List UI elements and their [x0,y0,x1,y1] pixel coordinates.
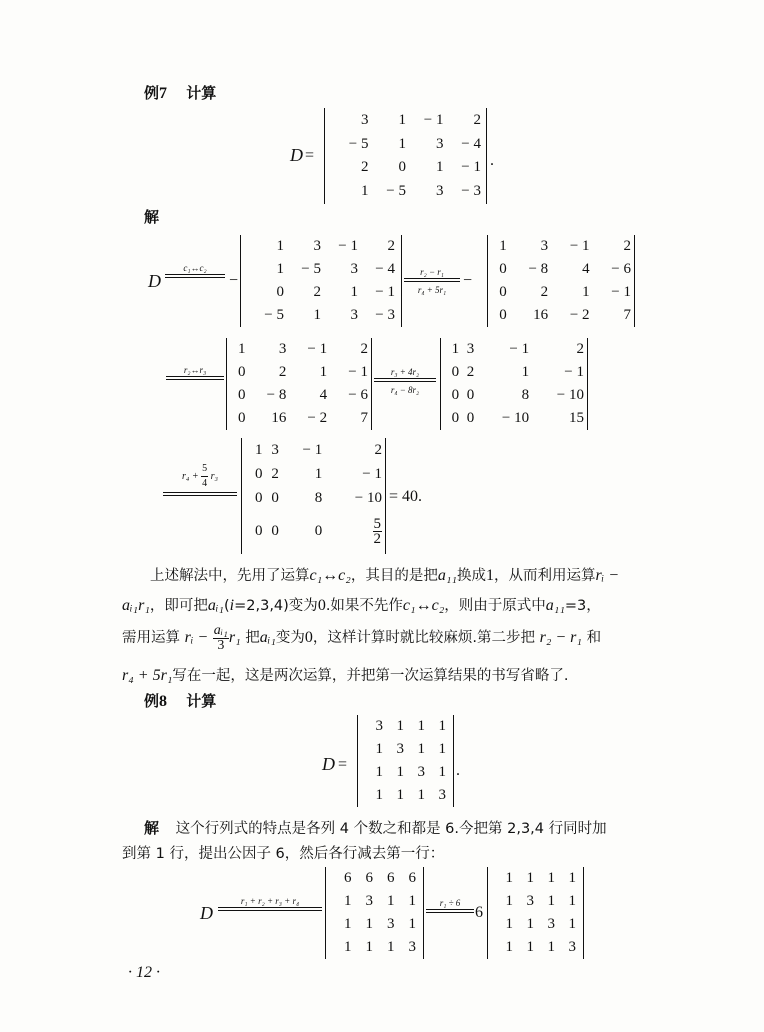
op-bot-text: r₄ + 5r₁ [417,285,447,295]
matrix-row [230,384,368,407]
solution-8-line-2 [122,838,722,870]
text: 上述解法中，先用了运算 [150,568,310,584]
op-bot-text: r₄ − 8r₂ [390,385,420,395]
matrix-cell: 3 [365,893,373,909]
matrix-row [230,338,368,361]
matrix-cell: 2 [623,238,631,254]
op-equals-line [426,909,474,913]
matrix-cell: 0 [499,307,507,323]
math: c₁↔c₂ [309,567,351,584]
matrix-cell: 0 [254,465,263,482]
sol7-det-2 [487,235,635,327]
text: 变为 [275,630,305,646]
matrix-cell: − 1 [461,159,481,176]
matrix-cell: 1 [375,741,383,757]
matrix-cell: 1 [505,939,513,955]
matrix-cell: − 8 [528,261,549,277]
matrix-cell: 2 [278,364,287,380]
matrix-cell: − 1 [423,112,444,129]
matrix-cell: 3 [396,741,404,757]
text: 这个行列式的特点是各列 4 个数之和都是 6.今把第 2,3,4 行同时加 [175,821,607,837]
matrix-cell: 2 [387,238,395,254]
matrix-row [444,361,584,384]
matrix-cell: 1 [396,764,404,780]
matrix-row [491,235,631,258]
matrix-cell: 6 [387,870,395,886]
equals-sign: = [305,147,315,164]
page-number: · 12 · [128,964,160,981]
example-label: 例 [144,84,160,102]
matrix-cell: 3 [375,718,383,734]
math: r₄ + 5r₁ [122,667,173,684]
matrix-cell: 1 [582,284,590,300]
matrix-cell: 0 [451,364,460,380]
explanation-line-2 [122,590,722,622]
matrix-cell: − 2 [307,410,328,426]
op-c1-c2-text: c₁↔c₂ [183,263,207,273]
matrix-cell: 0 [451,410,460,426]
matrix-cell: 1 [526,916,534,932]
op-r-sum [218,896,322,911]
explanation-line-4 [122,660,722,692]
matrix-cell: 4 [319,387,328,403]
op-top-text: r₃ + 4r₂ [390,367,420,377]
text: =3， [564,598,601,614]
solution-label: 解 [144,819,160,837]
matrix-cell: 3 [408,939,416,955]
matrix-row [246,438,382,462]
matrix-row [247,235,395,258]
matrix-row [246,510,382,552]
example-8-heading [144,690,216,711]
matrix-cell: − 1 [302,441,323,458]
matrix-cell: 1 [387,893,395,909]
matrix-cell: 3 [547,916,555,932]
math: 0 [317,597,326,614]
matrix-cell: 2 [576,341,584,357]
sol7-det-5 [241,438,386,554]
matrix-row [491,281,631,304]
matrix-row [246,462,382,486]
matrix-cell: 6 [408,870,416,886]
matrix-row [362,738,446,761]
matrix-cell: 2 [473,112,481,129]
text: ，即可把 [149,598,208,614]
matrix-row [444,338,584,361]
matrix-cell: 1 [521,364,530,380]
matrix-cell-fraction [322,510,382,552]
matrix-cell: 2 [361,159,369,176]
inline-fraction [213,624,229,653]
math: a₁₁ [545,597,565,614]
matrix-cell: 1 [436,159,444,176]
matrix-cell: 1 [375,787,383,803]
minus-sign: − [229,272,239,289]
sol8-det-2 [487,867,584,959]
text: 把 [245,630,260,646]
matrix-cell: 1 [365,939,373,955]
matrix-cell: 0 [451,387,460,403]
matrix-cell: 1 [438,764,446,780]
matrix-row [444,407,584,430]
matrix-row [330,936,416,959]
matrix-cell: − 3 [375,307,395,323]
matrix-cell: − 10 [501,410,530,426]
frac-den: 3 [217,637,225,653]
matrix-cell: 0 [466,410,475,426]
matrix-row [330,890,416,913]
matrix-row [362,761,446,784]
example-number: 8 [159,693,168,710]
matrix-cell: 7 [623,307,631,323]
matrix-cell: − 1 [509,341,530,357]
matrix-cell: 2 [540,284,549,300]
matrix-cell: 1 [344,916,352,932]
matrix-cell: 0 [499,284,507,300]
matrix-cell: 1 [276,261,284,277]
matrix-cell: 1 [396,787,404,803]
matrix-cell: − 6 [611,261,631,277]
matrix-cell: 1 [568,916,576,932]
matrix-row [230,407,368,430]
math: c₁↔c₂ [402,597,445,614]
matrix-cell: 1 [505,870,513,886]
op-top-text: r₂ − r₁ [420,267,444,277]
matrix-row [491,304,631,327]
matrix-cell: 0 [276,284,284,300]
math: a₁₁ [437,567,457,584]
matrix-cell: 0 [271,522,279,539]
period: . [456,762,460,779]
matrix-cell: 1 [398,112,406,129]
text: 写在一起，这是两次运算，并把第一次运算结果的书写省略了. [172,668,569,684]
example-word: 计算 [186,84,217,102]
period: . [490,152,494,169]
ex8-determinant [357,715,454,807]
matrix-row [247,258,395,281]
matrix-cell: 3 [278,341,287,357]
matrix-cell: 2 [360,341,368,357]
matrix-cell: − 1 [307,341,328,357]
matrix-cell: − 1 [611,284,631,300]
matrix-cell: 1 [387,939,395,955]
matrix-cell: − 8 [266,387,287,403]
example-7-heading [144,82,216,103]
matrix-cell: 16 [271,410,287,426]
math: aᵢ₁ [207,597,224,614]
matrix-row [492,867,576,890]
matrix-cell: − 2 [569,307,590,323]
matrix-cell: − 1 [375,284,395,300]
op-fraction [201,462,208,491]
matrix-cell: 1 [438,718,446,734]
matrix-cell: 0 [314,522,323,539]
matrix-cell: 3 [350,261,358,277]
op-equals-line [165,274,225,278]
matrix-cell: 3 [436,135,444,152]
matrix-cell: 1 [398,135,406,152]
matrix-cell: 1 [319,364,328,380]
text: ，其目的是把 [350,568,438,584]
matrix-row [491,258,631,281]
op-r4-frac [163,462,237,496]
sol7-det-1 [240,235,402,327]
math: aᵢ₁r₁ [122,597,150,614]
matrix-cell: 2 [466,364,475,380]
matrix-cell: − 5 [348,135,369,152]
matrix-cell: 1 [417,718,425,734]
matrix-cell: 1 [568,893,576,909]
sol7-det-3 [226,338,372,430]
matrix-cell: − 5 [386,182,406,199]
matrix-cell: 1 [526,939,534,955]
math: rᵢ − [184,629,209,646]
matrix-cell: 3 [466,341,475,357]
op-c1-c2 [165,263,225,278]
text: 和 [586,630,602,646]
text: .如果不先作 [325,598,403,614]
matrix-cell: − 10 [556,387,584,403]
matrix-row [444,384,584,407]
text: =2,3,4)变为 [234,598,318,614]
math: r₂ − r₁ [539,629,582,646]
sol8-D: D [200,903,213,923]
matrix-cell: 1 [375,764,383,780]
matrix-cell: 0 [238,387,246,403]
example-word: 计算 [186,692,217,710]
matrix-cell: − 5 [301,261,321,277]
frac-num: 5 [373,515,381,532]
text: 到第 1 行，提出公因子 6，然后各行减去第一行： [122,846,445,862]
frac-num: aᵢ₁ [213,622,228,638]
matrix-row [330,913,416,936]
matrix-cell: 1 [568,870,576,886]
matrix-cell: 3 [313,238,321,254]
ex7-determinant [324,108,487,204]
solution-7-label: 解 [144,208,160,226]
matrix-cell: 1 [505,893,513,909]
matrix-cell: 15 [569,410,584,426]
matrix-cell: 3 [568,939,576,955]
matrix-cell: 1 [254,441,263,458]
math: r₁ [228,629,241,646]
op-equals-line [218,907,322,911]
matrix-cell: − 1 [564,364,584,380]
matrix-cell: 1 [526,870,534,886]
matrix-cell: 3 [387,916,395,932]
matrix-cell: 1 [417,787,425,803]
matrix-row [330,867,416,890]
text: ，则由于原式中 [444,598,546,614]
matrix-cell: 0 [254,489,263,506]
matrix-cell: − 5 [264,307,284,323]
matrix-cell: − 10 [354,489,382,506]
matrix-cell: 0 [238,410,246,426]
matrix-cell: 1 [344,893,352,909]
text: ( [223,598,230,614]
matrix-cell: 3 [350,307,358,323]
minus-sign: − [463,272,473,289]
matrix-row [331,109,481,133]
op-top-text: r₁ + r₂ + r₃ + r₄ [240,896,300,906]
matrix-cell: 1 [408,916,416,932]
math: aᵢ₁ [259,629,276,646]
op-r2-r3 [166,365,224,380]
matrix-cell: − 4 [461,135,481,152]
matrix-cell: 1 [350,284,358,300]
matrix-cell: 1 [361,182,369,199]
matrix-cell: 1 [547,893,555,909]
matrix-cell: 1 [238,341,246,357]
matrix-cell: 8 [314,489,323,506]
matrix-cell: 1 [438,741,446,757]
text: 换成 [456,568,486,584]
matrix-cell: − 6 [348,387,368,403]
matrix-cell: 0 [499,261,507,277]
matrix-cell: − 3 [461,182,481,199]
sol7-D: D [148,271,161,291]
factor-six: 6 [475,904,483,921]
matrix-cell: 3 [540,238,549,254]
matrix-cell: 4 [582,261,590,277]
matrix-cell: 3 [438,787,446,803]
matrix-cell: − 1 [338,238,358,254]
op-r2-r4 [404,267,460,295]
math: i [229,597,235,614]
matrix-row [331,180,481,204]
matrix-cell: 6 [344,870,352,886]
matrix-cell: 0 [254,522,263,539]
op-equals-line [163,492,237,496]
matrix-cell: 1 [313,307,321,323]
matrix-cell: 3 [361,112,369,129]
matrix-row [331,133,481,157]
frac-den: 4 [202,478,208,489]
matrix-cell: 2 [271,465,279,482]
math: rᵢ − [595,567,620,584]
op-r3-r4 [374,367,436,395]
op-text-left: r₄ + [182,470,199,482]
sol8-det-1 [325,867,424,959]
matrix-cell: − 1 [362,465,382,482]
matrix-cell: − 1 [348,364,368,380]
matrix-row [247,281,395,304]
matrix-row [247,304,395,327]
fraction [373,517,383,546]
text: 需用运算 [122,630,180,646]
sol7-det-4 [440,338,588,430]
matrix-cell: 1 [276,238,284,254]
matrix-row [362,784,446,807]
det-symbol: D [290,145,303,165]
matrix-cell: 2 [374,441,382,458]
matrix-row [230,361,368,384]
op-r1-div [426,898,474,913]
matrix-row [492,936,576,959]
matrix-cell: − 4 [375,261,395,277]
matrix-cell: 2 [313,284,321,300]
op-equals-line [374,378,436,382]
op-equals-line [166,376,224,380]
matrix-cell: 6 [365,870,373,886]
text: ，从而利用运算 [493,568,596,584]
matrix-cell: 7 [360,410,368,426]
matrix-cell: 3 [417,764,425,780]
matrix-cell: 1 [396,718,404,734]
matrix-cell: 1 [547,870,555,886]
op-text-right: r₃ [210,470,218,482]
op-equals-line [404,278,460,282]
matrix-cell: 1 [344,939,352,955]
result: = 40. [389,488,423,505]
frac-num: 5 [201,462,208,477]
matrix-cell: − 1 [569,238,590,254]
matrix-cell: 1 [417,741,425,757]
matrix-row [246,486,382,510]
matrix-cell: 8 [521,387,530,403]
matrix-row [492,913,576,936]
matrix-cell: 1 [547,939,555,955]
det-symbol: D [322,754,335,774]
explanation-line-1 [150,560,710,592]
matrix-cell: 0 [466,387,475,403]
matrix-row [492,890,576,913]
matrix-cell: 3 [436,182,444,199]
math: 1 [485,567,494,584]
op-top-text: r₂↔r₃ [183,365,207,375]
matrix-cell: 1 [314,465,323,482]
example-label: 例 [144,692,160,710]
matrix-cell: 1 [408,893,416,909]
matrix-cell: 1 [365,916,373,932]
matrix-cell: 1 [499,238,507,254]
matrix-cell: 1 [451,341,460,357]
example-number: 7 [159,85,168,102]
matrix-row [331,156,481,180]
matrix-row [362,715,446,738]
op-top-text: r₁ ÷ 6 [439,898,461,908]
text: ，这样计算时就比较麻烦.第二步把 [312,630,535,646]
frac-den: 2 [373,530,381,547]
equals-sign: = [338,756,348,773]
matrix-cell: 3 [526,893,534,909]
matrix-cell: 3 [271,441,279,458]
matrix-cell: 0 [398,159,406,176]
matrix-cell: 0 [271,489,279,506]
matrix-cell: 1 [505,916,513,932]
explanation-line-3 [122,622,722,654]
matrix-cell: 0 [238,364,246,380]
math: 0 [304,629,313,646]
matrix-cell: 16 [533,307,549,323]
